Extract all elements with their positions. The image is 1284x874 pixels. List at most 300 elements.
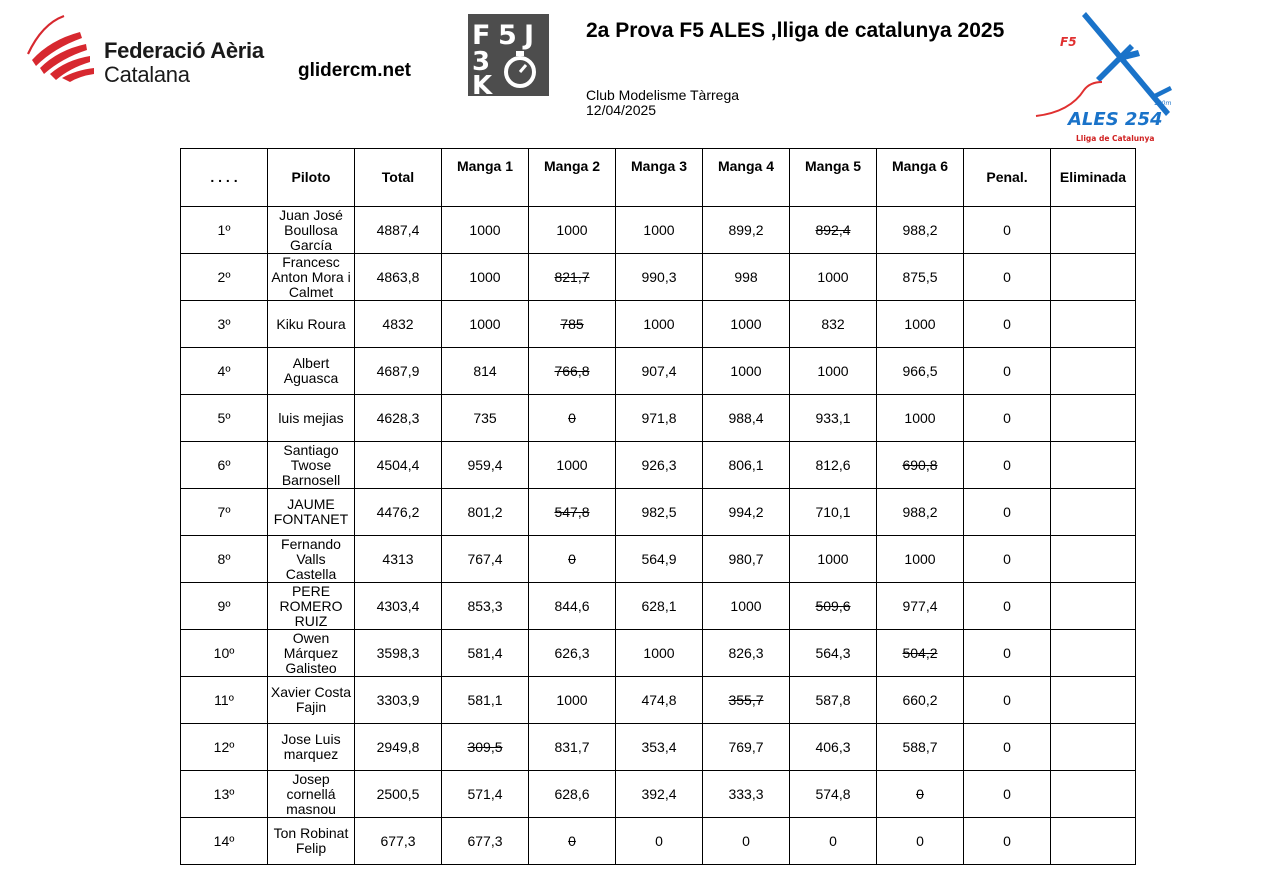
cell-penalty-value: 0 xyxy=(1003,644,1011,661)
cell-manga-6 xyxy=(877,348,964,395)
cell-position xyxy=(181,583,268,630)
cell-manga-2-value: 1000 xyxy=(556,221,588,238)
cell-pilot xyxy=(268,724,355,771)
cell-manga-3-value: 0 xyxy=(655,832,663,849)
cell-manga-4 xyxy=(703,207,790,254)
cell-manga-2-value: 628,6 xyxy=(554,785,590,802)
cell-eliminated xyxy=(1051,254,1136,301)
cell-manga-3 xyxy=(616,677,703,724)
cell-penalty-value: 0 xyxy=(1003,597,1011,614)
cell-pilot-value: JAUME FONTANET xyxy=(273,496,349,527)
cell-manga-4-value: 899,2 xyxy=(728,221,764,238)
cell-position-value: 1º xyxy=(217,221,231,238)
header-manga-3: Manga 3 xyxy=(616,149,703,207)
cell-manga-5 xyxy=(790,301,877,348)
cell-manga-4-value: 988,4 xyxy=(728,409,764,426)
cell-manga-2 xyxy=(529,630,616,677)
federation-name-line1: Federació Aèria xyxy=(104,38,264,63)
cell-manga-5-value: 892,4 xyxy=(815,221,851,238)
cell-manga-4-value: 980,7 xyxy=(728,550,764,567)
cell-manga-2-value: 0 xyxy=(568,832,576,849)
cell-position-value: 14º xyxy=(213,832,235,849)
cell-total-value: 4313 xyxy=(382,550,414,567)
cell-manga-5-value: 574,8 xyxy=(815,785,851,802)
cell-manga-6 xyxy=(877,583,964,630)
cell-manga-5 xyxy=(790,630,877,677)
cell-manga-4-value: 0 xyxy=(742,832,750,849)
cell-manga-1-value: 735 xyxy=(473,409,497,426)
table-row xyxy=(181,630,1136,677)
cell-manga-4 xyxy=(703,818,790,865)
cell-position-value: 10º xyxy=(213,644,235,661)
cell-manga-4 xyxy=(703,771,790,818)
cell-position xyxy=(181,771,268,818)
header-manga-2: Manga 2 xyxy=(529,149,616,207)
cell-pilot-value: Kiku Roura xyxy=(276,315,346,332)
cell-manga-6-value: 660,2 xyxy=(902,691,938,708)
cell-total-value: 677,3 xyxy=(380,832,416,849)
cell-manga-1-value: 581,4 xyxy=(467,644,503,661)
table-row xyxy=(181,677,1136,724)
cell-eliminated xyxy=(1051,395,1136,442)
cell-manga-3 xyxy=(616,254,703,301)
cell-manga-6-value: 0 xyxy=(916,785,924,802)
cell-position-value: 13º xyxy=(213,785,235,802)
cell-manga-2 xyxy=(529,207,616,254)
cell-penalty xyxy=(964,489,1051,536)
table-row xyxy=(181,724,1136,771)
table-row xyxy=(181,536,1136,583)
cell-manga-6 xyxy=(877,630,964,677)
cell-manga-2 xyxy=(529,724,616,771)
cell-manga-5 xyxy=(790,536,877,583)
cell-manga-1 xyxy=(442,301,529,348)
cell-pilot xyxy=(268,630,355,677)
cell-manga-1-value: 309,5 xyxy=(467,738,503,755)
cell-manga-6-value: 1000 xyxy=(904,550,936,567)
table-row xyxy=(181,771,1136,818)
cell-total xyxy=(355,536,442,583)
cell-manga-4-value: 994,2 xyxy=(728,503,764,520)
f3k-logo xyxy=(468,14,549,96)
cell-manga-3 xyxy=(616,818,703,865)
cell-eliminated xyxy=(1051,207,1136,254)
cell-penalty-value: 0 xyxy=(1003,362,1011,379)
cell-manga-6 xyxy=(877,536,964,583)
cell-pilot-value: luis mejias xyxy=(278,409,344,426)
cell-manga-3-value: 926,3 xyxy=(641,456,677,473)
cell-pilot-value: PERE ROMERO RUIZ xyxy=(279,582,343,629)
cell-position xyxy=(181,301,268,348)
cell-pilot xyxy=(268,442,355,489)
cell-manga-5-value: 710,1 xyxy=(815,503,851,520)
cell-manga-2 xyxy=(529,442,616,489)
cell-manga-6-value: 966,5 xyxy=(902,362,938,379)
cell-total-value: 4863,8 xyxy=(376,268,420,285)
cell-position-value: 6º xyxy=(217,456,231,473)
cell-pilot-value: Owen Márquez Galisteo xyxy=(283,629,339,676)
cell-manga-1-value: 801,2 xyxy=(467,503,503,520)
cell-manga-3-value: 474,8 xyxy=(641,691,677,708)
cell-eliminated xyxy=(1051,818,1136,865)
cell-eliminated xyxy=(1051,630,1136,677)
cell-manga-4 xyxy=(703,254,790,301)
cell-manga-4 xyxy=(703,489,790,536)
cell-pilot-value: Jose Luis marquez xyxy=(281,731,341,762)
cell-pilot xyxy=(268,301,355,348)
cell-manga-4 xyxy=(703,442,790,489)
cell-manga-2-value: 821,7 xyxy=(554,268,590,285)
cell-manga-3-value: 1000 xyxy=(643,644,675,661)
cell-manga-3 xyxy=(616,771,703,818)
cell-manga-2 xyxy=(529,583,616,630)
cell-manga-2-value: 547,8 xyxy=(554,503,590,520)
cell-manga-5-value: 933,1 xyxy=(815,409,851,426)
cell-manga-2 xyxy=(529,771,616,818)
header-manga-5: Manga 5 xyxy=(790,149,877,207)
cell-manga-5-value: 832 xyxy=(821,315,845,332)
cell-manga-6-value: 988,2 xyxy=(902,503,938,520)
cell-pilot xyxy=(268,207,355,254)
cell-penalty xyxy=(964,630,1051,677)
cell-manga-6 xyxy=(877,677,964,724)
cell-manga-1-value: 571,4 xyxy=(467,785,503,802)
cell-penalty xyxy=(964,536,1051,583)
cell-penalty xyxy=(964,395,1051,442)
cell-total xyxy=(355,207,442,254)
cell-manga-4-value: 998 xyxy=(734,268,758,285)
cell-total xyxy=(355,301,442,348)
cell-position xyxy=(181,254,268,301)
cell-manga-5 xyxy=(790,489,877,536)
cell-total-value: 4303,4 xyxy=(376,597,420,614)
federation-name-line2: Catalana xyxy=(104,62,190,87)
cell-manga-5-value: 406,3 xyxy=(815,738,851,755)
cell-manga-3 xyxy=(616,630,703,677)
cell-penalty-value: 0 xyxy=(1003,221,1011,238)
cell-pilot-value: Albert Aguasca xyxy=(283,355,339,386)
cell-position xyxy=(181,630,268,677)
header-manga-1: Manga 1 xyxy=(442,149,529,207)
results-body xyxy=(181,207,1136,865)
table-row xyxy=(181,442,1136,489)
cell-eliminated xyxy=(1051,677,1136,724)
f3k-letter: K xyxy=(472,71,493,96)
cell-penalty xyxy=(964,583,1051,630)
cell-pilot xyxy=(268,254,355,301)
cell-manga-5-value: 587,8 xyxy=(815,691,851,708)
cell-position xyxy=(181,442,268,489)
cell-manga-3 xyxy=(616,207,703,254)
cell-manga-3 xyxy=(616,348,703,395)
cell-manga-2-value: 785 xyxy=(560,315,584,332)
cell-penalty-value: 0 xyxy=(1003,268,1011,285)
cell-eliminated xyxy=(1051,489,1136,536)
cell-total xyxy=(355,818,442,865)
cell-position-value: 3º xyxy=(217,315,231,332)
cell-manga-6 xyxy=(877,724,964,771)
cell-manga-3 xyxy=(616,489,703,536)
cell-manga-5 xyxy=(790,254,877,301)
cell-position xyxy=(181,395,268,442)
header-position: . . . . xyxy=(181,149,268,207)
table-header-row xyxy=(181,149,1136,207)
cell-manga-2 xyxy=(529,536,616,583)
table-row xyxy=(181,489,1136,536)
cell-pilot xyxy=(268,771,355,818)
cell-manga-4 xyxy=(703,724,790,771)
table-row xyxy=(181,583,1136,630)
cell-manga-5 xyxy=(790,395,877,442)
cell-penalty-value: 0 xyxy=(1003,550,1011,567)
f3k-letter: 3 xyxy=(472,47,491,77)
cell-eliminated xyxy=(1051,301,1136,348)
cell-manga-1-value: 1000 xyxy=(469,221,501,238)
cell-total-value: 4887,4 xyxy=(376,221,420,238)
table-row xyxy=(181,254,1136,301)
cell-manga-1-value: 959,4 xyxy=(467,456,503,473)
cell-manga-1-value: 853,3 xyxy=(467,597,503,614)
cell-manga-4-value: 769,7 xyxy=(728,738,764,755)
cell-penalty-value: 0 xyxy=(1003,503,1011,520)
cell-manga-5 xyxy=(790,818,877,865)
cell-eliminated xyxy=(1051,724,1136,771)
cell-manga-3-value: 990,3 xyxy=(641,268,677,285)
cell-penalty xyxy=(964,771,1051,818)
cell-eliminated xyxy=(1051,583,1136,630)
cell-pilot-value: Juan José Boullosa García xyxy=(279,206,343,253)
cell-position-value: 8º xyxy=(217,550,231,567)
cell-manga-2-value: 0 xyxy=(568,550,576,567)
cell-manga-5-value: 1000 xyxy=(817,550,849,567)
cell-position-value: 7º xyxy=(217,503,231,520)
cell-manga-3 xyxy=(616,583,703,630)
cell-manga-6 xyxy=(877,818,964,865)
cell-total xyxy=(355,489,442,536)
cell-manga-4-value: 1000 xyxy=(730,315,762,332)
table-row xyxy=(181,818,1136,865)
cell-total-value: 4628,3 xyxy=(376,409,420,426)
cell-manga-6 xyxy=(877,395,964,442)
cell-manga-4 xyxy=(703,583,790,630)
cell-manga-1 xyxy=(442,254,529,301)
ales-league-text: Lliga de Catalunya xyxy=(1076,134,1155,143)
cell-pilot xyxy=(268,677,355,724)
cell-manga-3 xyxy=(616,442,703,489)
cell-manga-1 xyxy=(442,724,529,771)
cell-pilot-value: Francesc Anton Mora i Calmet xyxy=(271,253,351,300)
cell-penalty xyxy=(964,724,1051,771)
cell-penalty-value: 0 xyxy=(1003,315,1011,332)
cell-manga-5 xyxy=(790,771,877,818)
cell-manga-1 xyxy=(442,536,529,583)
cell-manga-5-value: 564,3 xyxy=(815,644,851,661)
cell-total xyxy=(355,254,442,301)
cell-penalty-value: 0 xyxy=(1003,456,1011,473)
cell-total-value: 2949,8 xyxy=(376,738,420,755)
cell-position-value: 11º xyxy=(214,691,234,708)
cell-position-value: 2º xyxy=(217,268,231,285)
cell-manga-4-value: 355,7 xyxy=(728,691,764,708)
cell-total-value: 4504,4 xyxy=(376,456,420,473)
club-and-date xyxy=(586,88,739,118)
f3k-letter: F xyxy=(472,20,491,51)
cell-manga-4-value: 806,1 xyxy=(728,456,764,473)
cell-manga-2-value: 766,8 xyxy=(554,362,590,379)
cell-manga-2-value: 1000 xyxy=(556,456,588,473)
cell-manga-3 xyxy=(616,395,703,442)
cell-penalty xyxy=(964,442,1051,489)
cell-manga-1 xyxy=(442,771,529,818)
cell-manga-3-value: 628,1 xyxy=(641,597,677,614)
cell-penalty xyxy=(964,254,1051,301)
cell-penalty xyxy=(964,207,1051,254)
header-manga-4: Manga 4 xyxy=(703,149,790,207)
cell-manga-2-value: 626,3 xyxy=(554,644,590,661)
cell-pilot-value: Fernando Valls Castella xyxy=(281,535,341,582)
cell-pilot xyxy=(268,348,355,395)
cell-manga-4-value: 1000 xyxy=(730,362,762,379)
cell-position xyxy=(181,677,268,724)
cell-eliminated xyxy=(1051,771,1136,818)
cell-manga-6-value: 977,4 xyxy=(902,597,938,614)
cell-eliminated xyxy=(1051,442,1136,489)
cell-total-value: 4476,2 xyxy=(376,503,420,520)
cell-manga-2-value: 831,7 xyxy=(554,738,590,755)
cell-manga-5 xyxy=(790,677,877,724)
cell-manga-3-value: 353,4 xyxy=(641,738,677,755)
f3k-letter: 5 xyxy=(498,20,517,51)
cell-manga-5 xyxy=(790,207,877,254)
cell-total xyxy=(355,348,442,395)
table-row xyxy=(181,395,1136,442)
glider-icon xyxy=(1030,8,1180,148)
cell-manga-3 xyxy=(616,536,703,583)
cell-manga-2 xyxy=(529,489,616,536)
cell-total-value: 2500,5 xyxy=(376,785,420,802)
cell-penalty-value: 0 xyxy=(1003,409,1011,426)
table-row xyxy=(181,348,1136,395)
cell-penalty xyxy=(964,818,1051,865)
cell-pilot xyxy=(268,583,355,630)
cell-position-value: 12º xyxy=(213,738,235,755)
cell-manga-4 xyxy=(703,348,790,395)
cell-manga-1-value: 1000 xyxy=(469,268,501,285)
website-label: glidercm.net xyxy=(298,60,411,81)
cell-manga-1 xyxy=(442,348,529,395)
cell-manga-2 xyxy=(529,348,616,395)
cell-manga-4 xyxy=(703,677,790,724)
ales-f5-text: F5 xyxy=(1060,35,1077,49)
cell-pilot xyxy=(268,536,355,583)
cell-position-value: 5º xyxy=(217,409,231,426)
cell-manga-1 xyxy=(442,442,529,489)
cell-manga-4 xyxy=(703,630,790,677)
cell-position-value: 9º xyxy=(217,597,231,614)
cell-penalty xyxy=(964,348,1051,395)
cell-position xyxy=(181,818,268,865)
cell-manga-2 xyxy=(529,677,616,724)
cell-manga-4 xyxy=(703,395,790,442)
cell-total xyxy=(355,677,442,724)
cell-penalty-value: 0 xyxy=(1003,738,1011,755)
cell-total-value: 4687,9 xyxy=(376,362,420,379)
cell-manga-1-value: 581,1 xyxy=(467,691,503,708)
ales-logo xyxy=(1030,8,1180,148)
cell-penalty xyxy=(964,677,1051,724)
cell-manga-1-value: 814 xyxy=(473,362,497,379)
ales-altitude-text: 120m xyxy=(1154,100,1172,107)
cell-total xyxy=(355,583,442,630)
cell-position xyxy=(181,489,268,536)
cell-manga-2-value: 844,6 xyxy=(554,597,590,614)
cell-manga-3-value: 982,5 xyxy=(641,503,677,520)
cell-manga-5 xyxy=(790,724,877,771)
cell-manga-1-value: 767,4 xyxy=(467,550,503,567)
cell-manga-4 xyxy=(703,301,790,348)
cell-manga-3-value: 971,8 xyxy=(641,409,677,426)
cell-position xyxy=(181,207,268,254)
cell-manga-6 xyxy=(877,489,964,536)
cell-manga-1 xyxy=(442,630,529,677)
cell-pilot-value: Ton Robinat Felip xyxy=(273,825,349,856)
cell-manga-1 xyxy=(442,818,529,865)
cell-manga-1-value: 1000 xyxy=(469,315,501,332)
cell-position xyxy=(181,348,268,395)
cell-manga-2-value: 0 xyxy=(568,409,576,426)
cell-manga-1 xyxy=(442,395,529,442)
cell-manga-4-value: 1000 xyxy=(730,597,762,614)
cell-total-value: 4832 xyxy=(382,315,414,332)
cell-eliminated xyxy=(1051,536,1136,583)
cell-manga-3-value: 1000 xyxy=(643,315,675,332)
cell-pilot-value: Santiago Twose Barnosell xyxy=(281,441,341,488)
cell-total xyxy=(355,630,442,677)
cell-manga-6-value: 690,8 xyxy=(902,456,938,473)
cell-total-value: 3303,9 xyxy=(376,691,420,708)
cell-pilot xyxy=(268,395,355,442)
f3k-stopwatch-icon xyxy=(468,14,549,96)
cell-manga-6-value: 1000 xyxy=(904,315,936,332)
club-name: Club Modelisme Tàrrega xyxy=(586,87,740,103)
cell-manga-1 xyxy=(442,489,529,536)
cell-manga-1 xyxy=(442,207,529,254)
cell-manga-6-value: 988,2 xyxy=(902,221,938,238)
cell-pilot-value: Xavier Costa Fajin xyxy=(270,684,352,715)
header-total: Total xyxy=(355,149,442,207)
cell-manga-6-value: 0 xyxy=(916,832,924,849)
cell-manga-6-value: 1000 xyxy=(904,409,936,426)
cell-manga-6-value: 875,5 xyxy=(902,268,938,285)
cell-position-value: 4º xyxy=(217,362,231,379)
cell-total xyxy=(355,771,442,818)
cell-manga-6-value: 504,2 xyxy=(902,644,938,661)
federation-swoosh-icon xyxy=(24,14,102,84)
cell-manga-3 xyxy=(616,301,703,348)
f3k-letter: J xyxy=(524,20,535,51)
cell-total-value: 3598,3 xyxy=(376,644,420,661)
cell-penalty-value: 0 xyxy=(1003,832,1011,849)
cell-eliminated xyxy=(1051,348,1136,395)
cell-manga-5 xyxy=(790,583,877,630)
cell-position xyxy=(181,536,268,583)
cell-total xyxy=(355,442,442,489)
header-pilot: Piloto xyxy=(268,149,355,207)
cell-manga-2-value: 1000 xyxy=(556,691,588,708)
cell-manga-6 xyxy=(877,207,964,254)
cell-manga-1 xyxy=(442,583,529,630)
cell-manga-2 xyxy=(529,301,616,348)
